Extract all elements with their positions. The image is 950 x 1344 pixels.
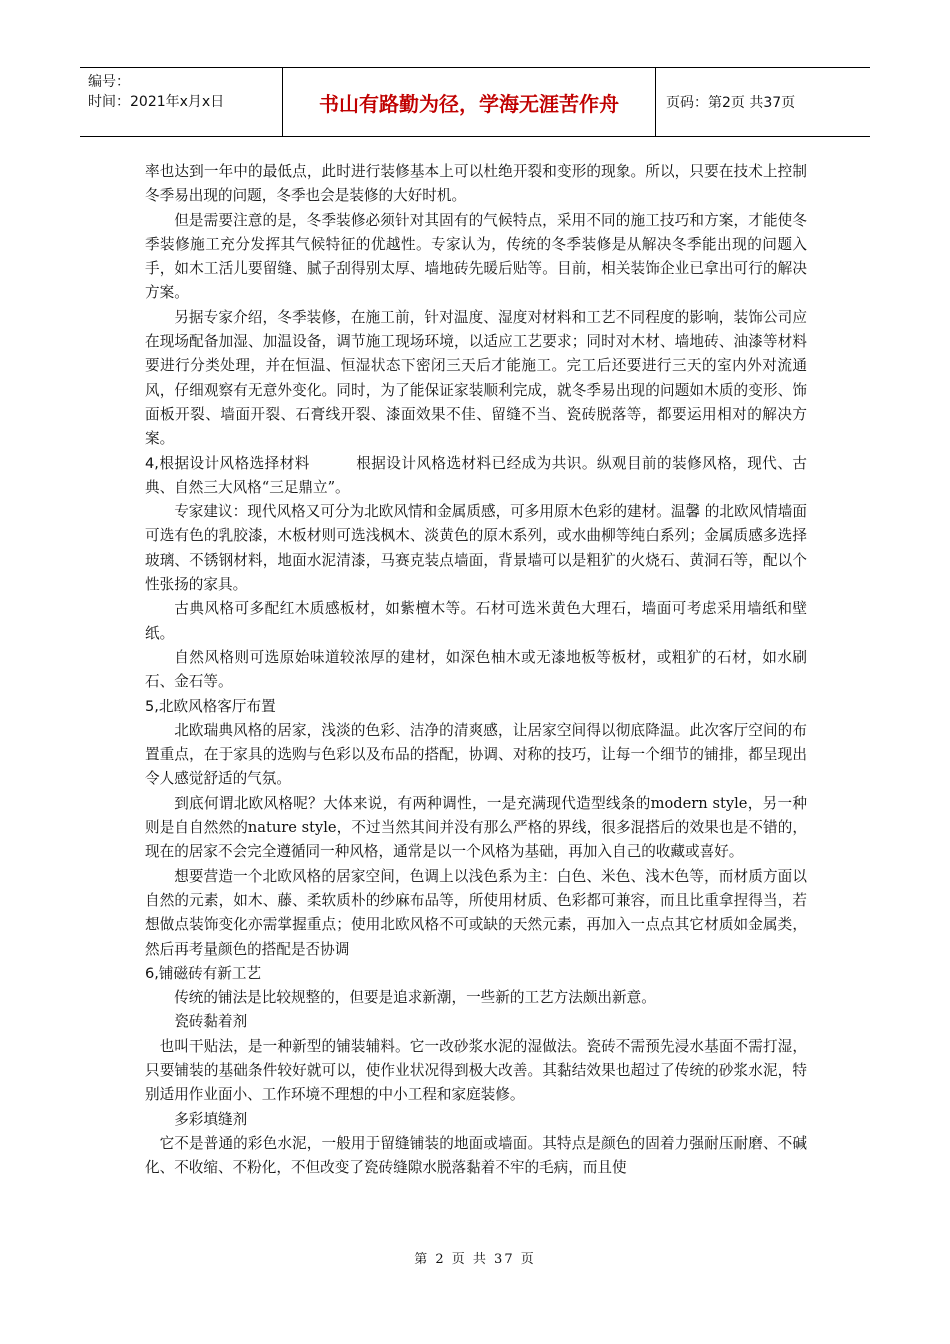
paragraph: 专家建议：现代风格又可分为北欧风情和金属质感，可多用原木色彩的建材。温馨 的北欧风情墙面可选有色的乳胶漆，木板材则可选浅枫木、淡黄色的原木系列，或水曲柳等纯白系列；金属质感多选择玻璃、不锈钢材料，地面水泥清漆，马赛克装点墙面，背景墙可以是粗犷的火烧石、黄洞石等，配以个性张扬的家具。 (145, 503, 807, 594)
paragraph: 想要营造一个北欧风格的居家空间，色调上以浅色系为主：白色、米色、浅木色等，而材质方面以自然的元素，如木、藤、柔软质朴的纱麻布品等，所使用材质、色彩都可兼容，而且比重拿捏得当，若想做点装饰变化亦需掌握重点；使用北欧风格不可或缺的天然元素，再加入一点点其它材质如金属类，然后再考量颜色的搭配是否协调 (145, 867, 807, 958)
paragraph: 到底何谓北欧风格呢？大体来说，有两种调性，一是充满现代造型线条的modern style，另一种则是自自然然的nature style，不过当然其间并没有那么严格的界线，很多混搭后的效果也是不错的，现在的居家不会完全遵循同一种风格，通常是以一个风格为基础，再加入自己的收藏或喜好。 (145, 794, 807, 861)
paragraph: 自然风格则可选原始味道较浓厚的建材，如深色柚木或无漆地板等板材，或粗犷的石材，如水刷石、金石等。 (145, 648, 807, 691)
subheading: 多彩填缝剂 (174, 1110, 248, 1128)
page-footer: 第 2 页 共 37 页 (414, 1252, 536, 1267)
document-id-label: 编号： (88, 74, 130, 90)
paragraph: 它不是普通的彩色水泥，一般用于留缝铺装的地面或墙面。其特点是颜色的固着力强耐压耐磨、不碱化、不收缩、不粉化，不但改变了瓷砖缝隙水脱落黏着不牢的毛病，而且使 (145, 1134, 807, 1177)
page-header (80, 67, 870, 137)
paragraph: 率也达到一年中的最低点，此时进行装修基本上可以杜绝开裂和变形的现象。所以，只要在技术上控制冬季易出现的问题，冬季也会是装修的大好时机。 (145, 163, 807, 205)
header-meta (80, 68, 283, 136)
paragraph: 传统的铺法是比较规整的，但要是追求新潮，一些新的工艺方法颇出新意。 (174, 989, 656, 1007)
header-motto: 书山有路勤为径，学海无涯苦作舟 (283, 68, 656, 136)
subheading: 瓷砖黏着剂 (174, 1013, 248, 1031)
header-page-number: 页码：第2页 共37页 (666, 95, 796, 111)
paragraph: 另据专家介绍，冬季装修，在施工前，针对温度、湿度对材料和工艺不同程度的影响，装饰公司应在现场配备加湿、加温设备，调节施工现场环境，以适应工艺要求；同时对木材、墙地砖、油漆等材料要进行分类处理，并在恒温、恒湿状态下密闭三天后才能施工。完工后还要进行三天的室内外对流通风，仔细观察有无意外变化。同时，为了能保证家装顺利完成，就冬季易出现的问题如木质的变形、饰面板开裂、墙面开裂、石膏线开裂、漆面效果不佳、留缝不当、瓷砖脱落等，都要运用相对的解决方案。 (145, 308, 807, 448)
section-4 (145, 452, 807, 501)
section-text: 根据设计风格选材料已经成为共识。纵观目前的装修风格，现代、古典、自然三大风格“三足鼎立”。 (145, 454, 807, 496)
section-heading: 5,北欧风格客厅布置 (145, 697, 276, 715)
section-heading: 4,根据设计风格选择材料 (145, 454, 310, 472)
document-date: 时间：2021年x月x日 (88, 94, 225, 110)
paragraph: 也叫干贴法，是一种新型的铺装辅料。它一改砂浆水泥的湿做法。瓷砖不需预先浸水基面不需打湿，只要铺装的基础条件较好就可以，使作业状况得到极大改善。其黏结效果也超过了传统的砂浆水泥，特别适用作业面小、工作环境不理想的中小工程和家庭装修。 (145, 1037, 807, 1104)
document-body (145, 160, 807, 1180)
paragraph: 但是需要注意的是，冬季装修必须针对其固有的气候特点，采用不同的施工技巧和方案，才能使冬季装修施工充分发挥其气候特征的优越性。专家认为，传统的冬季装修是从解决冬季能出现的问题入手，如木工活儿要留缝、腻子刮得别太厚、墙地砖先暖后贴等。目前，相关装饰企业已拿出可行的解决方案。 (145, 211, 807, 302)
paragraph: 北欧瑞典风格的居家，浅淡的色彩、洁净的清爽感，让居家空间得以彻底降温。此次客厅空间的布置重点，在于家具的选购与色彩以及布品的搭配，协调、对称的技巧，让每一个细节的铺排，都呈现出令人感觉舒适的气氛。 (145, 721, 807, 788)
paragraph: 古典风格可多配红木质感板材，如紫檀木等。石材可选米黄色大理石，墙面可考虑采用墙纸和壁纸。 (145, 600, 807, 642)
section-heading: 6,铺磁砖有新工艺 (145, 964, 262, 982)
